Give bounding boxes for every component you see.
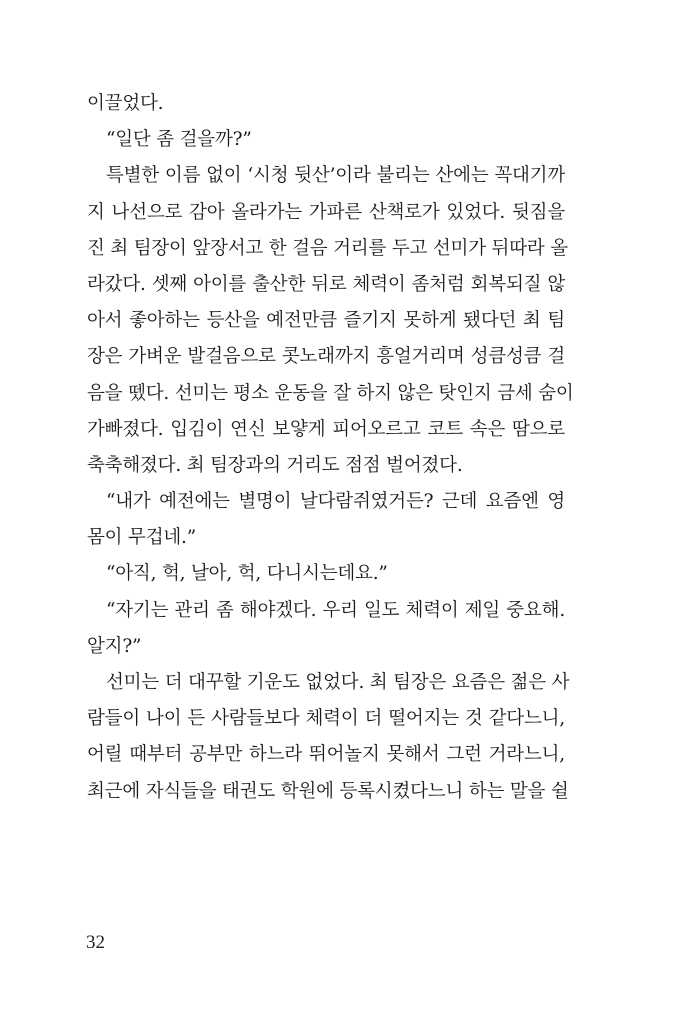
- text-line: 장은 가벼운 발걸음으로 콧노래까지 흥얼거리며 성큼성큼 걸: [87, 346, 565, 368]
- page-number: 32: [86, 932, 105, 953]
- text-line: 아서 좋아하는 등산을 예전만큼 즐기지 못하게 됐다던 최 팀: [87, 310, 565, 332]
- text-line: 라갔다. 셋째 아이를 출산한 뒤로 체력이 좀처럼 회복되질 않: [87, 273, 565, 295]
- text-line: 음을 뗐다. 선미는 평소 운동을 잘 하지 않은 탓인지 금세 숨이: [87, 382, 574, 404]
- text-line: “자기는 관리 좀 해야겠다. 우리 일도 체력이 제일 중요해.: [106, 599, 565, 621]
- text-line: 어릴 때부터 공부만 하느라 뛰어놀지 못해서 그런 거라느니,: [87, 744, 565, 766]
- body-text: [87, 86, 574, 810]
- text-line: 특별한 이름 없이 ‘시청 뒷산’이라 불리는 산에는 꼭대기까: [106, 165, 565, 187]
- text-line: 최근에 자식들을 태권도 학원에 등록시켰다느니 하는 말을 쉴: [87, 780, 569, 802]
- text-line: “내가 예전에는 별명이 날다람쥐였거든? 근데 요즘엔 영: [106, 491, 565, 513]
- text-line: 가빠졌다. 입김이 연신 보얗게 피어오르고 코트 속은 땀으로: [87, 418, 565, 440]
- text-line: 진 최 팀장이 앞장서고 한 걸음 거리를 두고 선미가 뒤따라 올: [87, 237, 568, 259]
- text-line: “아직, 헉, 날아, 헉, 다니시는데요.”: [106, 563, 388, 585]
- text-line: 람들이 나이 든 사람들보다 체력이 더 떨어지는 것 같다느니,: [87, 708, 565, 730]
- text-line: 지 나선으로 감아 올라가는 가파른 산책로가 있었다. 뒷짐을: [87, 201, 565, 223]
- text-line: 이끌었다.: [87, 93, 164, 114]
- text-line: “일단 좀 걸을까?”: [106, 129, 252, 151]
- text-line: 축축해졌다. 최 팀장과의 거리도 점점 벌어졌다.: [87, 454, 463, 476]
- text-line: 몸이 무겁네.”: [87, 527, 196, 549]
- text-line: 알지?”: [87, 635, 142, 657]
- text-line: 선미는 더 대꾸할 기운도 없었다. 최 팀장은 요즘은 젊은 사: [106, 672, 570, 693]
